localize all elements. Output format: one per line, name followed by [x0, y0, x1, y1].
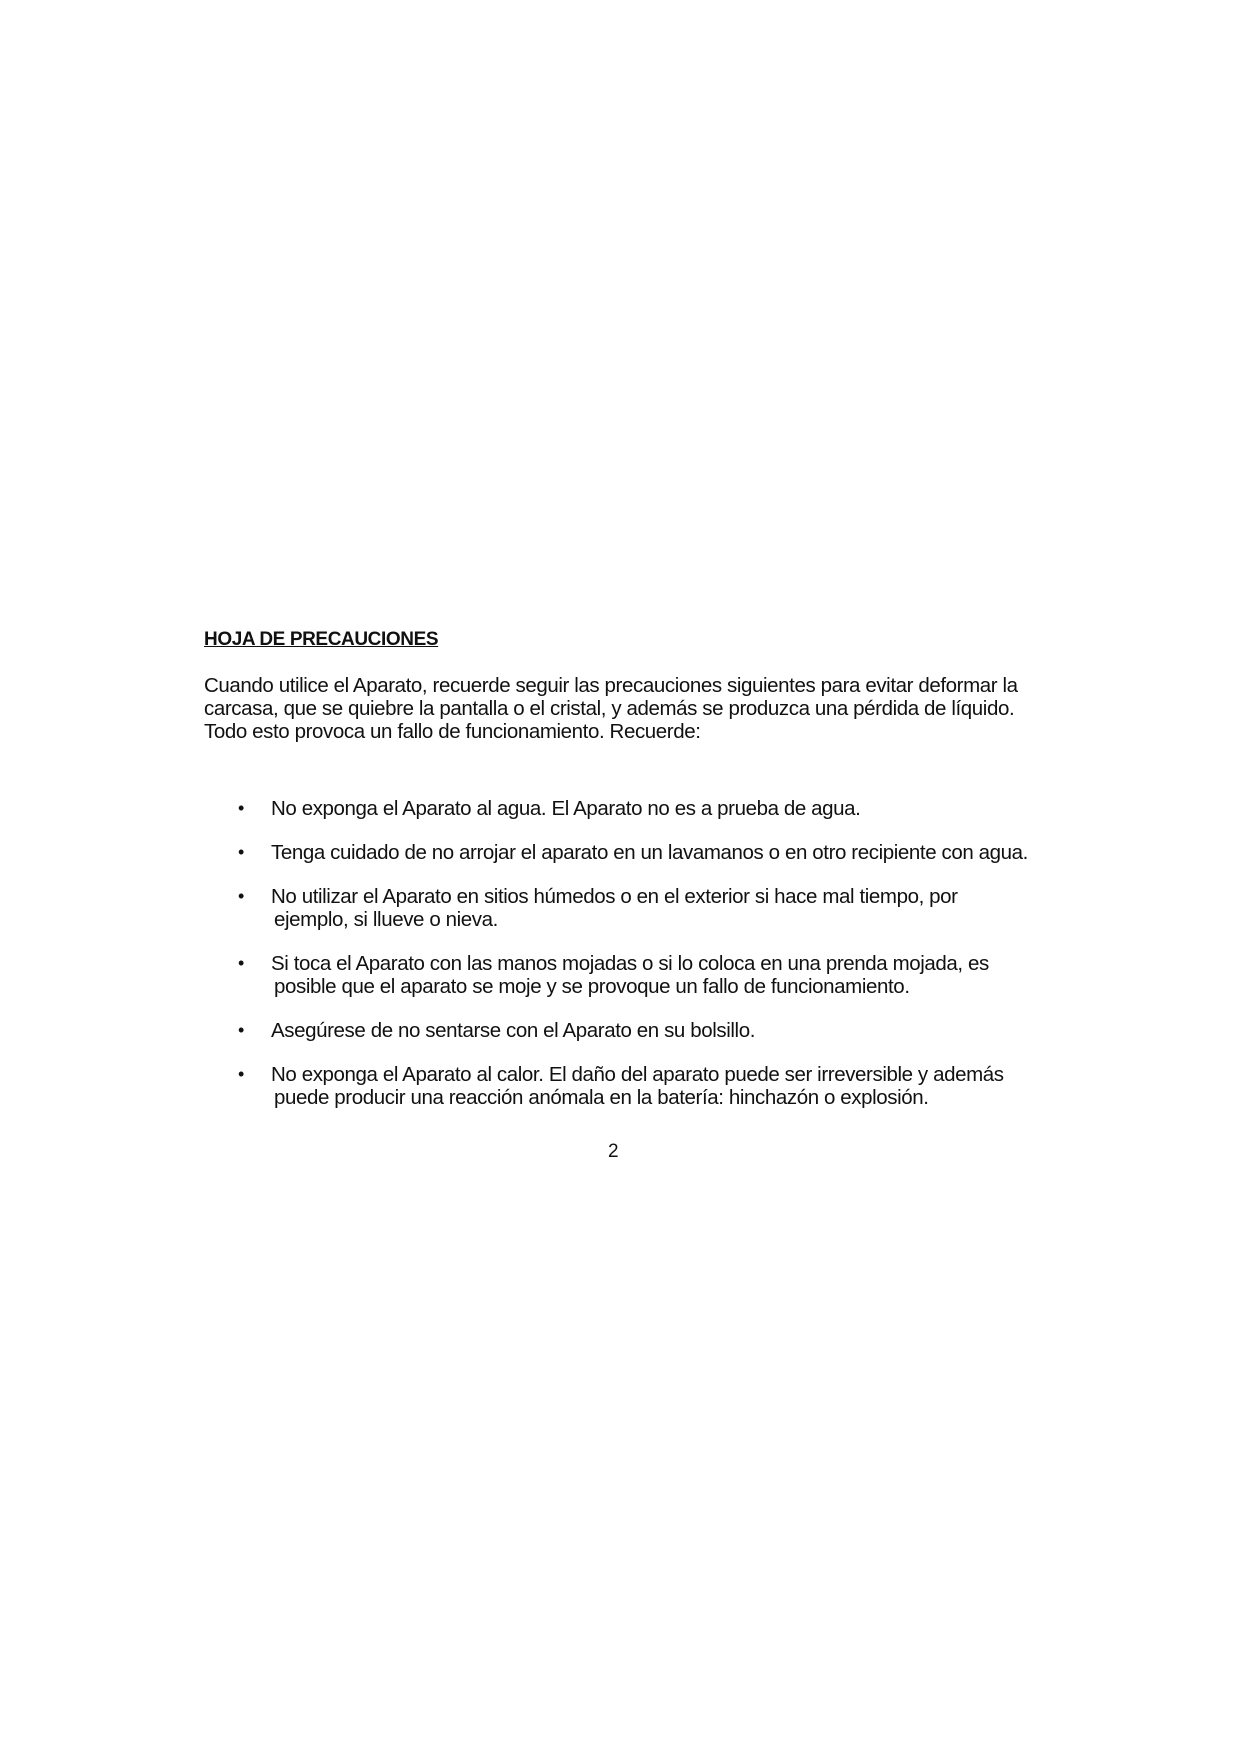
section-heading: HOJA DE PRECAUCIONES: [204, 629, 439, 650]
intro-line: carcasa, que se quiebre la pantalla o el cristal, y además se produzca una pérdida de líquido.: [204, 697, 1015, 720]
list-item: [204, 1063, 1054, 1109]
bullet-icon: •: [238, 1020, 244, 1040]
list-item-text: No utilizar el Aparato en sitios húmedos o en el exterior si hace mal tiempo, por: [271, 885, 958, 908]
intro-paragraph: [204, 674, 1054, 743]
list-item-text: puede producir una reacción anómala en la batería: hinchazón o explosión.: [274, 1086, 929, 1109]
list-item-text: No exponga el Aparato al calor. El daño del aparato puede ser irreversible y además: [271, 1063, 1004, 1086]
bullet-icon: •: [238, 1064, 244, 1084]
list-item-text: No exponga el Aparato al agua. El Aparato no es a prueba de agua.: [271, 797, 861, 820]
intro-line: Todo esto provoca un fallo de funcionamiento. Recuerde:: [204, 720, 701, 743]
list-item-text: ejemplo, si llueve o nieva.: [274, 908, 498, 931]
precautions-list: [204, 797, 1054, 1109]
bullet-icon: •: [238, 953, 244, 973]
bullet-icon: •: [238, 842, 244, 862]
list-item-text: Si toca el Aparato con las manos mojadas o si lo coloca en una prenda mojada, es: [271, 952, 989, 975]
list-item-text: Tenga cuidado de no arrojar el aparato en un lavamanos o en otro recipiente con agua.: [271, 841, 1028, 864]
list-item: [204, 1019, 1054, 1042]
list-item: [204, 952, 1054, 998]
list-item: [204, 841, 1054, 864]
list-item-text: Asegúrese de no sentarse con el Aparato en su bolsillo.: [271, 1019, 755, 1042]
page-number: 2: [608, 1141, 619, 1162]
list-item-text: posible que el aparato se moje y se provoque un fallo de funcionamiento.: [274, 975, 910, 998]
precautions-section: [204, 628, 1054, 1130]
bullet-icon: •: [238, 798, 244, 818]
intro-line: Cuando utilice el Aparato, recuerde seguir las precauciones siguientes para evitar deformar la: [204, 674, 1018, 697]
list-item: [204, 885, 1054, 931]
list-item: [204, 797, 1054, 820]
bullet-icon: •: [238, 886, 244, 906]
